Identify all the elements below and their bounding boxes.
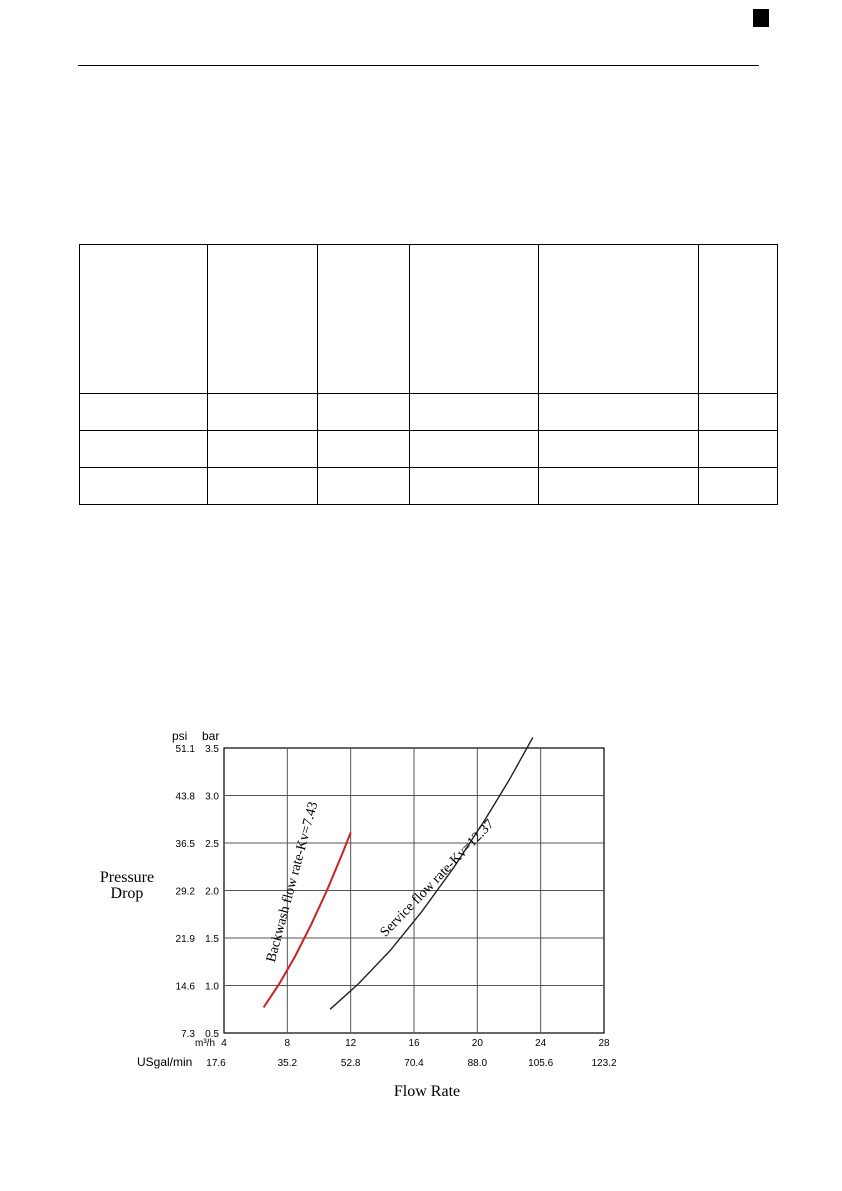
x-tick-label-m3h: 8 [284,1038,291,1049]
y-tick-label-bar: 1.5 [205,934,219,945]
x-tick-label-usgal: 17.6 [206,1058,226,1069]
x-tick-label-m3h: 12 [345,1038,357,1049]
x-primary-unit-label: m³/h [195,1038,215,1049]
y-tick-label-bar: 3.0 [205,791,219,803]
y-tick-label-psi: 21.9 [175,934,195,945]
y-tick-label-psi: 51.1 [175,744,195,755]
x-tick-label-m3h: 20 [471,1038,483,1049]
y-tick-label-bar: 1.0 [205,981,219,993]
x-tick-label-usgal: 105.6 [528,1058,554,1069]
y-secondary-unit-label: psi [172,729,188,743]
x-tick-label-usgal: 88.0 [467,1058,488,1069]
y-tick-label-bar: 2.5 [205,839,219,850]
x-tick-label-m3h: 28 [598,1038,610,1049]
label-layer [100,744,617,1069]
series-label-backwash: Backwash flow rate-Kv=7.43 [263,800,322,964]
x-axis-title: Flow Rate [393,1083,461,1100]
grid [224,748,604,1033]
x-tick-label-usgal: 123.2 [591,1058,617,1069]
y-tick-label-bar: 3.5 [205,744,219,755]
y-tick-label-psi: 29.2 [175,886,195,898]
x-tick-label-m3h: 16 [408,1038,420,1049]
y-axis-title: Pressure Drop [99,869,155,902]
series-label-service: Service flow rate-Kv=12.37 [377,816,498,941]
y-tick-label-psi: 7.3 [181,1029,195,1040]
series-layer [264,738,533,1010]
x-tick-label-usgal: 52.8 [340,1058,361,1069]
y-tick-label-psi: 43.8 [175,791,195,803]
x-tick-label-m3h: 24 [535,1038,547,1049]
x-tick-label-m3h: 4 [221,1038,227,1049]
y-tick-label-bar: 2.0 [205,886,219,898]
y-tick-label-bar: 0.5 [205,1029,219,1040]
y-primary-unit-label: bar [202,729,220,743]
x-tick-label-usgal: 70.4 [404,1058,424,1069]
y-tick-label-psi: 36.5 [175,839,195,850]
y-tick-label-psi: 14.6 [175,981,195,993]
x-tick-label-usgal: 35.2 [277,1058,298,1069]
x-secondary-unit-label: USgal/min [137,1055,193,1069]
